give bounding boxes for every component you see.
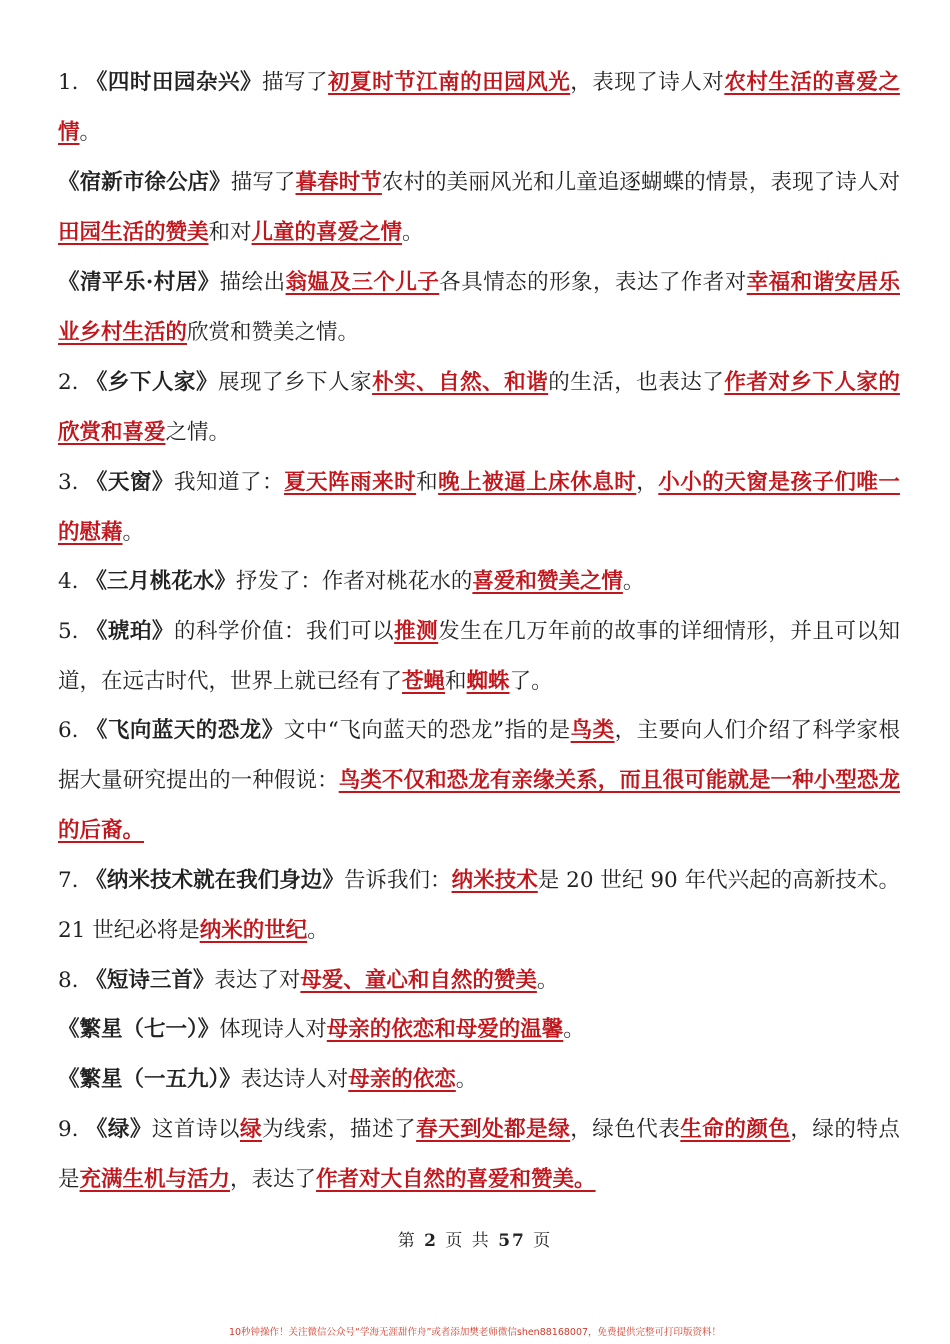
highlighted-answer: 翁媪及三个儿子 bbox=[285, 270, 440, 295]
body-text: 。 bbox=[622, 569, 645, 594]
paragraph bbox=[58, 158, 900, 258]
body-text: 描写了 bbox=[230, 170, 296, 195]
highlighted-answer: 田园生活的赞美 bbox=[58, 220, 209, 245]
paragraph bbox=[58, 458, 900, 558]
paragraph bbox=[58, 557, 900, 607]
body-text: 农村的美丽风光和儿童追逐蝴蝶的情景，表现了诗人对 bbox=[381, 170, 900, 195]
body-text: 。 bbox=[563, 1017, 585, 1042]
text-title: 《四时田园杂兴》 bbox=[85, 70, 262, 95]
paragraph bbox=[58, 607, 900, 707]
highlighted-answer: 朴实、自然、和谐 bbox=[372, 370, 549, 395]
promo-notice: 10秒钟操作！关注微信公众号“学海无涯甜作舟”或者添加樊老师微信shen88168007，免费提供完整可打印版资料！ bbox=[228, 1327, 722, 1338]
highlighted-answer: 作者对大自然的喜爱和赞美。 bbox=[316, 1167, 596, 1192]
body-text: 6. bbox=[58, 718, 86, 743]
highlighted-answer: 生命的颜色 bbox=[680, 1117, 791, 1142]
body-text: 表达诗人对 bbox=[240, 1067, 349, 1092]
body-text: 。 bbox=[307, 918, 329, 943]
body-text: 告诉我们： bbox=[343, 868, 452, 893]
highlighted-answer: 夏天阵雨来时 bbox=[284, 470, 417, 495]
highlighted-answer: 暮春时节 bbox=[295, 170, 382, 195]
body-text: 3. bbox=[58, 470, 86, 495]
highlighted-answer: 母亲的依恋 bbox=[348, 1067, 456, 1092]
body-text: 2. bbox=[58, 370, 86, 395]
paragraph bbox=[58, 706, 900, 856]
footer-suffix: 页 bbox=[533, 1231, 553, 1251]
body-text: 和 bbox=[416, 470, 439, 495]
text-title: 《繁星（七一）》 bbox=[58, 1017, 220, 1042]
highlighted-answer: 春天到处都是绿 bbox=[416, 1117, 571, 1142]
body-text: 欣赏和赞美之情。 bbox=[187, 320, 360, 345]
body-text: 。 bbox=[122, 520, 145, 545]
highlighted-answer: 作者对乡下人家的欣赏和喜爱 bbox=[58, 370, 900, 445]
highlighted-answer: 幸福和谐安居乐业乡村生活的 bbox=[58, 270, 900, 345]
body-text: ， bbox=[636, 470, 659, 495]
highlighted-answer: 苍蝇 bbox=[402, 669, 446, 694]
body-text: 。 bbox=[79, 120, 102, 145]
body-text: 为线索，描述了 bbox=[262, 1117, 417, 1142]
text-title: 《短诗三首》 bbox=[85, 968, 215, 993]
highlighted-answer: 儿童的喜爱之情 bbox=[251, 220, 403, 245]
paragraph bbox=[58, 1055, 900, 1105]
text-title: 《天窗》 bbox=[85, 470, 174, 495]
paragraph bbox=[58, 1105, 900, 1205]
paragraph bbox=[58, 58, 900, 158]
body-text: 这首诗以 bbox=[151, 1117, 240, 1142]
highlighted-answer: 母亲的依恋和母爱的温馨 bbox=[326, 1017, 564, 1042]
text-title: 《琥珀》 bbox=[85, 619, 174, 644]
body-text: 8. bbox=[58, 968, 86, 993]
body-text: 我知道了： bbox=[173, 470, 285, 495]
highlighted-answer: 初夏时节江南的田园风光 bbox=[328, 70, 571, 95]
paragraph bbox=[58, 358, 900, 458]
body-text: 体现诗人对 bbox=[219, 1017, 327, 1042]
page-number-footer bbox=[0, 1226, 950, 1251]
body-text: 。 bbox=[536, 968, 559, 993]
body-text: 9. bbox=[58, 1117, 86, 1142]
body-text: 发生在几万年前的故事的详细情形，并且可以知道，在远古时代，世界上就已经有了 bbox=[58, 619, 900, 694]
body-text: 4. bbox=[58, 569, 86, 594]
body-text: 是 20 世纪 90 年代兴起的高新技术。21 世纪必将是 bbox=[58, 868, 900, 943]
text-title: 《清平乐·村居》 bbox=[58, 270, 220, 295]
footer-prefix: 第 bbox=[397, 1231, 417, 1251]
body-text: 表达了对 bbox=[214, 968, 301, 993]
highlighted-answer: 鸟类 bbox=[570, 718, 615, 743]
body-text: 之情。 bbox=[165, 420, 231, 445]
highlighted-answer: 蜘蛛 bbox=[466, 669, 510, 694]
paragraph bbox=[58, 956, 900, 1006]
body-text: 和对 bbox=[208, 220, 252, 245]
body-text: 7. bbox=[58, 868, 86, 893]
body-text: 了。 bbox=[509, 669, 553, 694]
paragraph bbox=[58, 1005, 900, 1055]
highlighted-answer: 农村生活的喜爱之情 bbox=[58, 70, 900, 145]
paragraph bbox=[58, 856, 900, 956]
text-title: 《宿新市徐公店》 bbox=[58, 170, 231, 195]
body-text: 和 bbox=[445, 669, 467, 694]
body-text: ，表现了诗人对 bbox=[570, 70, 725, 95]
body-text: 展现了乡下人家 bbox=[217, 370, 373, 395]
body-text: ，绿色代表 bbox=[570, 1117, 681, 1142]
text-title: 《绿》 bbox=[85, 1117, 152, 1142]
highlighted-answer: 纳米的世纪 bbox=[199, 918, 308, 943]
text-title: 《飞向蓝天的恐龙》 bbox=[85, 718, 284, 743]
body-text: 。 bbox=[455, 1067, 478, 1092]
body-text: ，表达了 bbox=[230, 1167, 317, 1192]
highlighted-answer: 纳米技术 bbox=[451, 868, 538, 893]
highlighted-answer: 鸟类不仅和恐龙有亲缘关系，而且很可能就是一种小型恐龙的后裔。 bbox=[58, 768, 900, 843]
body-text: ，主要向人们介绍了科学家根据大量研究提出的一种假说： bbox=[58, 718, 900, 793]
text-title: 《三月桃花水》 bbox=[85, 569, 236, 594]
highlighted-answer: 喜爱和赞美之情 bbox=[472, 569, 623, 594]
body-text: 描绘出 bbox=[219, 270, 286, 295]
body-text: 抒发了：作者对桃花水的 bbox=[235, 569, 473, 594]
paragraph bbox=[58, 258, 900, 358]
body-text: 的科学价值：我们可以 bbox=[173, 619, 395, 644]
body-text: 1. bbox=[58, 70, 86, 95]
body-text: 各具情态的形象，表达了作者对 bbox=[439, 270, 747, 295]
footer-middle: 页 共 bbox=[445, 1231, 491, 1251]
highlighted-answer: 推测 bbox=[394, 619, 439, 644]
total-pages: 57 bbox=[498, 1231, 526, 1251]
body-text: 描写了 bbox=[262, 70, 329, 95]
highlighted-answer: 绿 bbox=[239, 1117, 262, 1142]
highlighted-answer: 晚上被逼上床休息时 bbox=[438, 470, 637, 495]
highlighted-answer: 充满生机与活力 bbox=[79, 1167, 231, 1192]
text-title: 《纳米技术就在我们身边》 bbox=[85, 868, 344, 893]
highlighted-answer: 小小的天窗是孩子们唯一的慰藉 bbox=[58, 470, 900, 545]
body-text: 。 bbox=[402, 220, 424, 245]
body-text: ，绿的特点是 bbox=[58, 1117, 900, 1192]
text-title: 《乡下人家》 bbox=[85, 370, 218, 395]
text-title: 《繁星（一五九）》 bbox=[58, 1067, 241, 1092]
current-page: 2 bbox=[424, 1231, 438, 1251]
body-text: 5. bbox=[58, 619, 86, 644]
highlighted-answer: 母爱、童心和自然的赞美 bbox=[300, 968, 537, 993]
body-text: 的生活，也表达了 bbox=[548, 370, 725, 395]
body-text: 文中“飞向蓝天的恐龙”指的是 bbox=[283, 718, 571, 743]
